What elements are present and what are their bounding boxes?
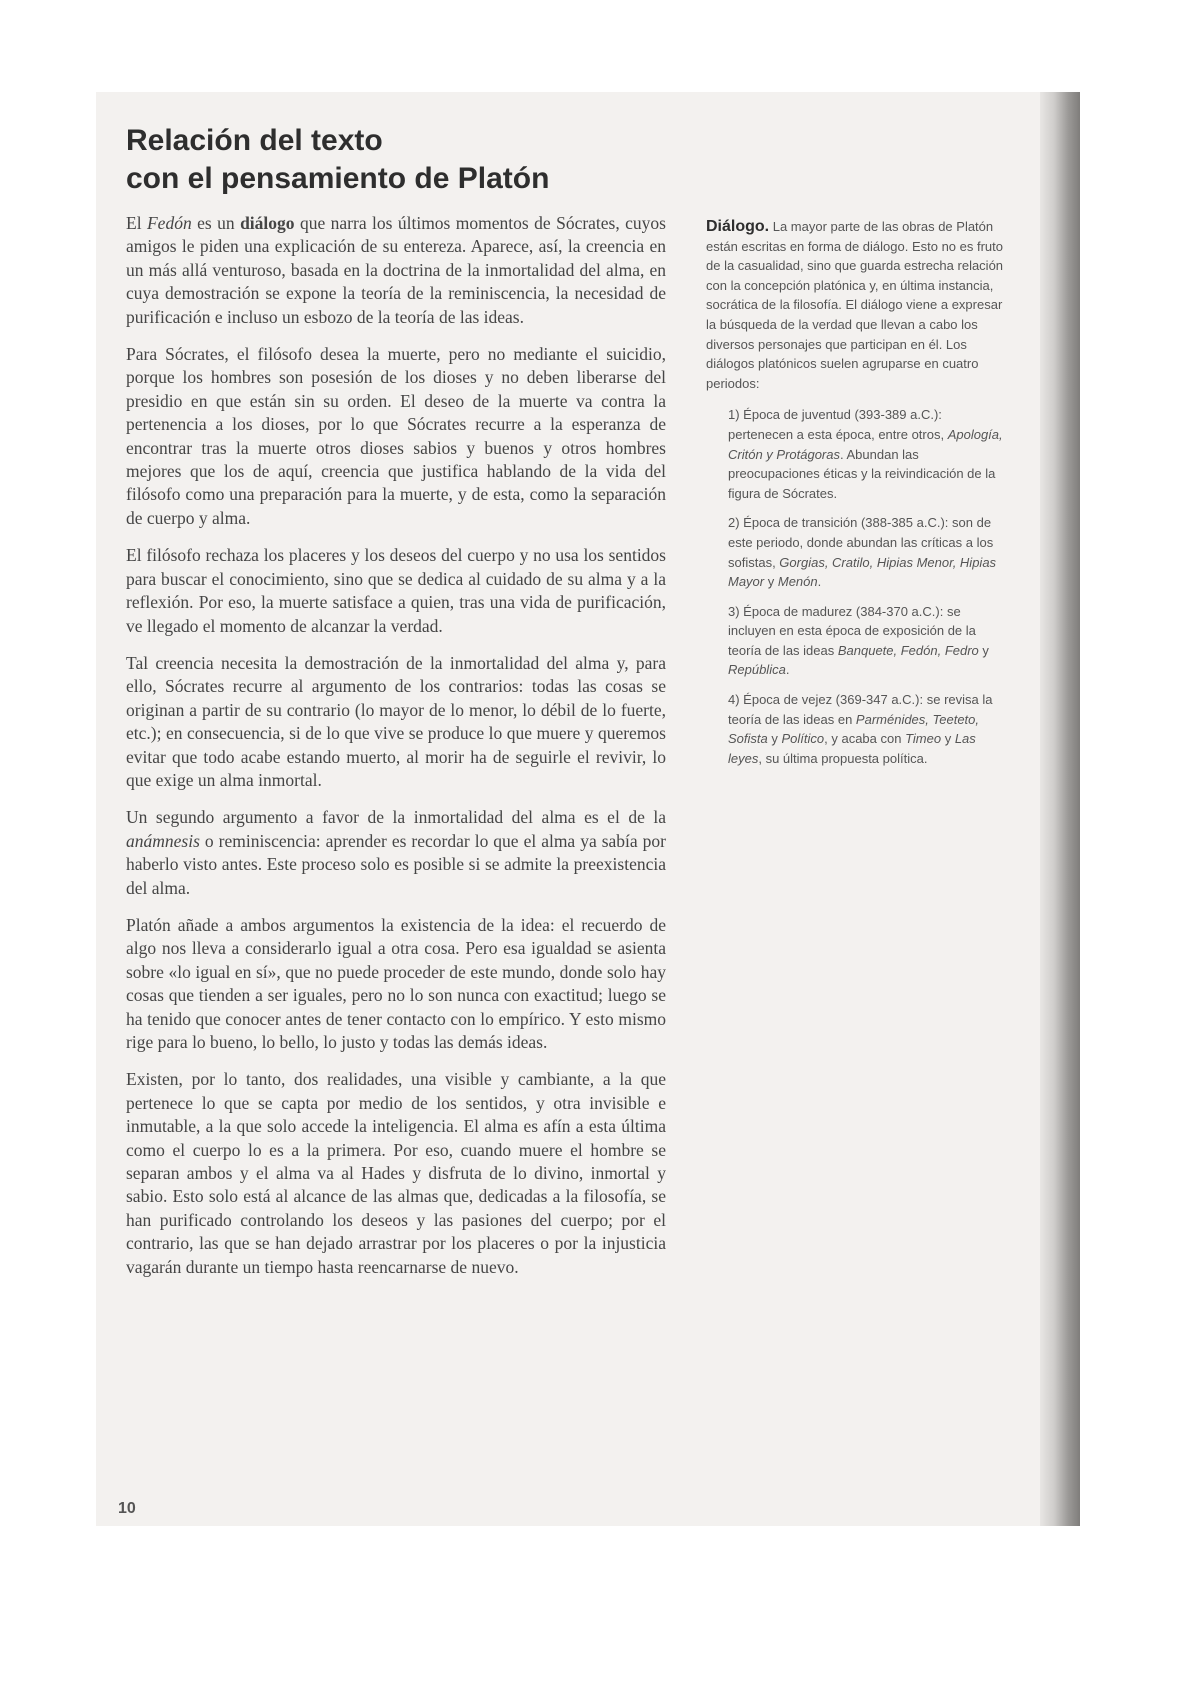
item-works: Gorgias, Cratilo, Hipias Menor, Hipias Mayor <box>728 554 997 590</box>
paragraph-2: Para Sócrates, el filósofo desea la muerte, pero no mediante el suicidio, porque los hombres son posesión de los dioses y no deben liberarse del presidio en que están sin su orden. El deseo de la muerte va contra la pertenencia a los dioses, por lo que Sócrates recurre a la esperanza de encontrar tras la muerte otros dioses sabios y buenos y otros hombres mejores que los de aquí, creencia que justifica hablando de la vida del filósofo como una preparación para la muerte, y de esta, como la separación de cuerpo y alma. <box>126 344 666 528</box>
text-run: es un <box>191 213 241 233</box>
sidebar-heading: Diálogo. <box>706 218 770 235</box>
item-text: Época de juventud (393-389 a.C.): pertenecen a esta época, entre otros, <box>728 407 948 442</box>
item-works: Apología, Critón y Protágoras <box>728 426 1003 462</box>
main-text-column <box>126 212 666 1293</box>
item-number: 1) <box>728 407 740 423</box>
item-text: Época de transición (388-385 a.C.): son de este periodo, donde abundan las críticas a los sofistas, <box>728 515 994 570</box>
paragraph-1 <box>126 212 666 329</box>
page-title <box>126 122 686 198</box>
list-item <box>728 602 1006 680</box>
item-text: . <box>817 574 822 590</box>
item-works: Menón <box>777 574 818 590</box>
item-text: y <box>767 731 782 747</box>
item-text: , su última propuesta política. <box>758 750 928 766</box>
list-item <box>728 405 1006 503</box>
item-works: Parménides, Teeteto, Sofista <box>728 711 980 747</box>
sidebar-intro-text: La mayor parte de las obras de Platón están escritas en forma de diálogo. Esto no es fruto de la casualidad, sino que guarda estrecha relación con la concepción platónica y, en última instancia, socrática de la filosofía. El diálogo viene a expresar la búsqueda de la verdad que llevan a cabo los diversos personajes que participan en él. Los diálogos platónicos suelen agruparse en cuatro periodos: <box>706 219 1004 391</box>
list-item <box>728 513 1006 591</box>
item-text: , y acaba con <box>824 731 906 747</box>
sidebar-intro <box>706 217 1006 393</box>
list-item <box>728 690 1006 768</box>
text-run: o reminiscencia: aprender es recordar lo que el alma ya sabía por haberlo visto antes. Este proceso solo es posible si se admite la preexistencia del alma. <box>126 830 666 898</box>
page-number: 10 <box>118 1500 136 1517</box>
item-works: Banquete, Fedón, Fedro <box>837 642 979 658</box>
item-text: Época de vejez (369-347 a.C.): se revisa la teoría de las ideas en <box>728 692 993 727</box>
item-text: . <box>785 662 790 678</box>
periods-list <box>706 405 1006 768</box>
item-text: y <box>941 731 955 747</box>
title-line-1: Relación del texto <box>126 124 383 157</box>
item-text: Época de madurez (384-370 a.C.): se incluyen en esta época de exposición de la teoría de las ideas <box>728 603 976 658</box>
keyword-dialogo: diálogo <box>240 213 295 233</box>
paragraph-3: El filósofo rechaza los placeres y los deseos del cuerpo y no usa los sentidos para buscar el conocimiento, sino que se dedica al cuidado de su alma y a la reflexión. Por eso, la muerte satisface a quien, tras una vida de purificación, ve llegado el momento de alcanzar la verdad. <box>126 545 666 636</box>
sidebar-note <box>706 217 1006 778</box>
item-text: y <box>978 642 989 658</box>
item-works: Timeo <box>905 731 942 747</box>
item-number: 3) <box>728 603 740 619</box>
paragraph-5 <box>126 806 666 900</box>
book-page <box>96 92 1080 1526</box>
paragraph-4: Tal creencia necesita la demostración de la inmortalidad del alma y, para ello, Sócrates recurre al argumento de los contrarios: todas las cosas se originan a partir de su contrario (lo mayor de lo menor, lo débil de lo fuerte, etc.); en consecuencia, si de lo que vive se produce lo que muere y queremos evitar que todo acabe estando muerto, al morir ha de seguirle el revivir, lo que exige un alma inmortal. <box>126 652 666 790</box>
title-line-2: con el pensamiento de Platón <box>126 162 550 195</box>
text-run: que narra los últimos momentos de Sócrates, cuyos amigos le piden una explicación de su entereza. Aparece, así, la creencia en un más allá venturoso, basada en la doctrina de la inmortalidad del alma, en cuya demostración se expone la teoría de la reminiscencia, la necesidad de purificación e incluso un esbozo de la teoría de las ideas. <box>126 213 666 327</box>
item-works: República <box>728 662 786 678</box>
item-text: y <box>764 574 778 590</box>
text-run: Un segundo argumento a favor de la inmortalidad del alma es el de la <box>126 807 666 828</box>
paragraph-7: Existen, por lo tanto, dos realidades, una visible y cambiante, a la que pertenece lo que se capta por medio de los sentidos, y otra invisible e inmutable, a la que solo accede la inteligencia. El alma es afín a esta última como el cuerpo lo es a la primera. Por eso, cuando muere el hombre se separan ambos y el alma va al Hades y disfruta de lo divino, inmortal y sabio. Esto solo está al alcance de las almas que, dedicadas a la filosofía, se han purificado controlando los deseos y las pasiones del cuerpo; por el contrario, las que se han dejado arrastrar por los placeres o por la injusticia vagarán durante un tiempo hasta reencarnarse de nuevo. <box>126 1069 666 1277</box>
text-run: El <box>126 213 147 233</box>
item-number: 4) <box>728 692 740 708</box>
item-works: Las leyes <box>728 731 976 766</box>
page-binding-shadow <box>1040 92 1080 1526</box>
work-title-fedon: Fedón <box>146 213 192 233</box>
item-text: . Abundan las preocupaciones éticas y la reivindicación de la figura de Sócrates. <box>728 446 996 501</box>
paragraph-6: Platón añade a ambos argumentos la existencia de la idea: el recuerdo de algo nos lleva a considerarlo igual a otra cosa. Pero esa igualdad se asienta sobre «lo igual en sí», que no puede proceder de este mundo, donde solo hay cosas que tienden a ser iguales, pero no lo son nunca con exactitud; luego se ha tenido que conocer antes de tener contacto con lo empírico. Y esto mismo rige para lo bueno, lo bello, lo justo y todas las demás ideas. <box>126 914 666 1052</box>
item-works: Político <box>781 731 825 747</box>
item-number: 2) <box>728 515 740 531</box>
term-anamnesis: anámnesis <box>126 830 200 851</box>
